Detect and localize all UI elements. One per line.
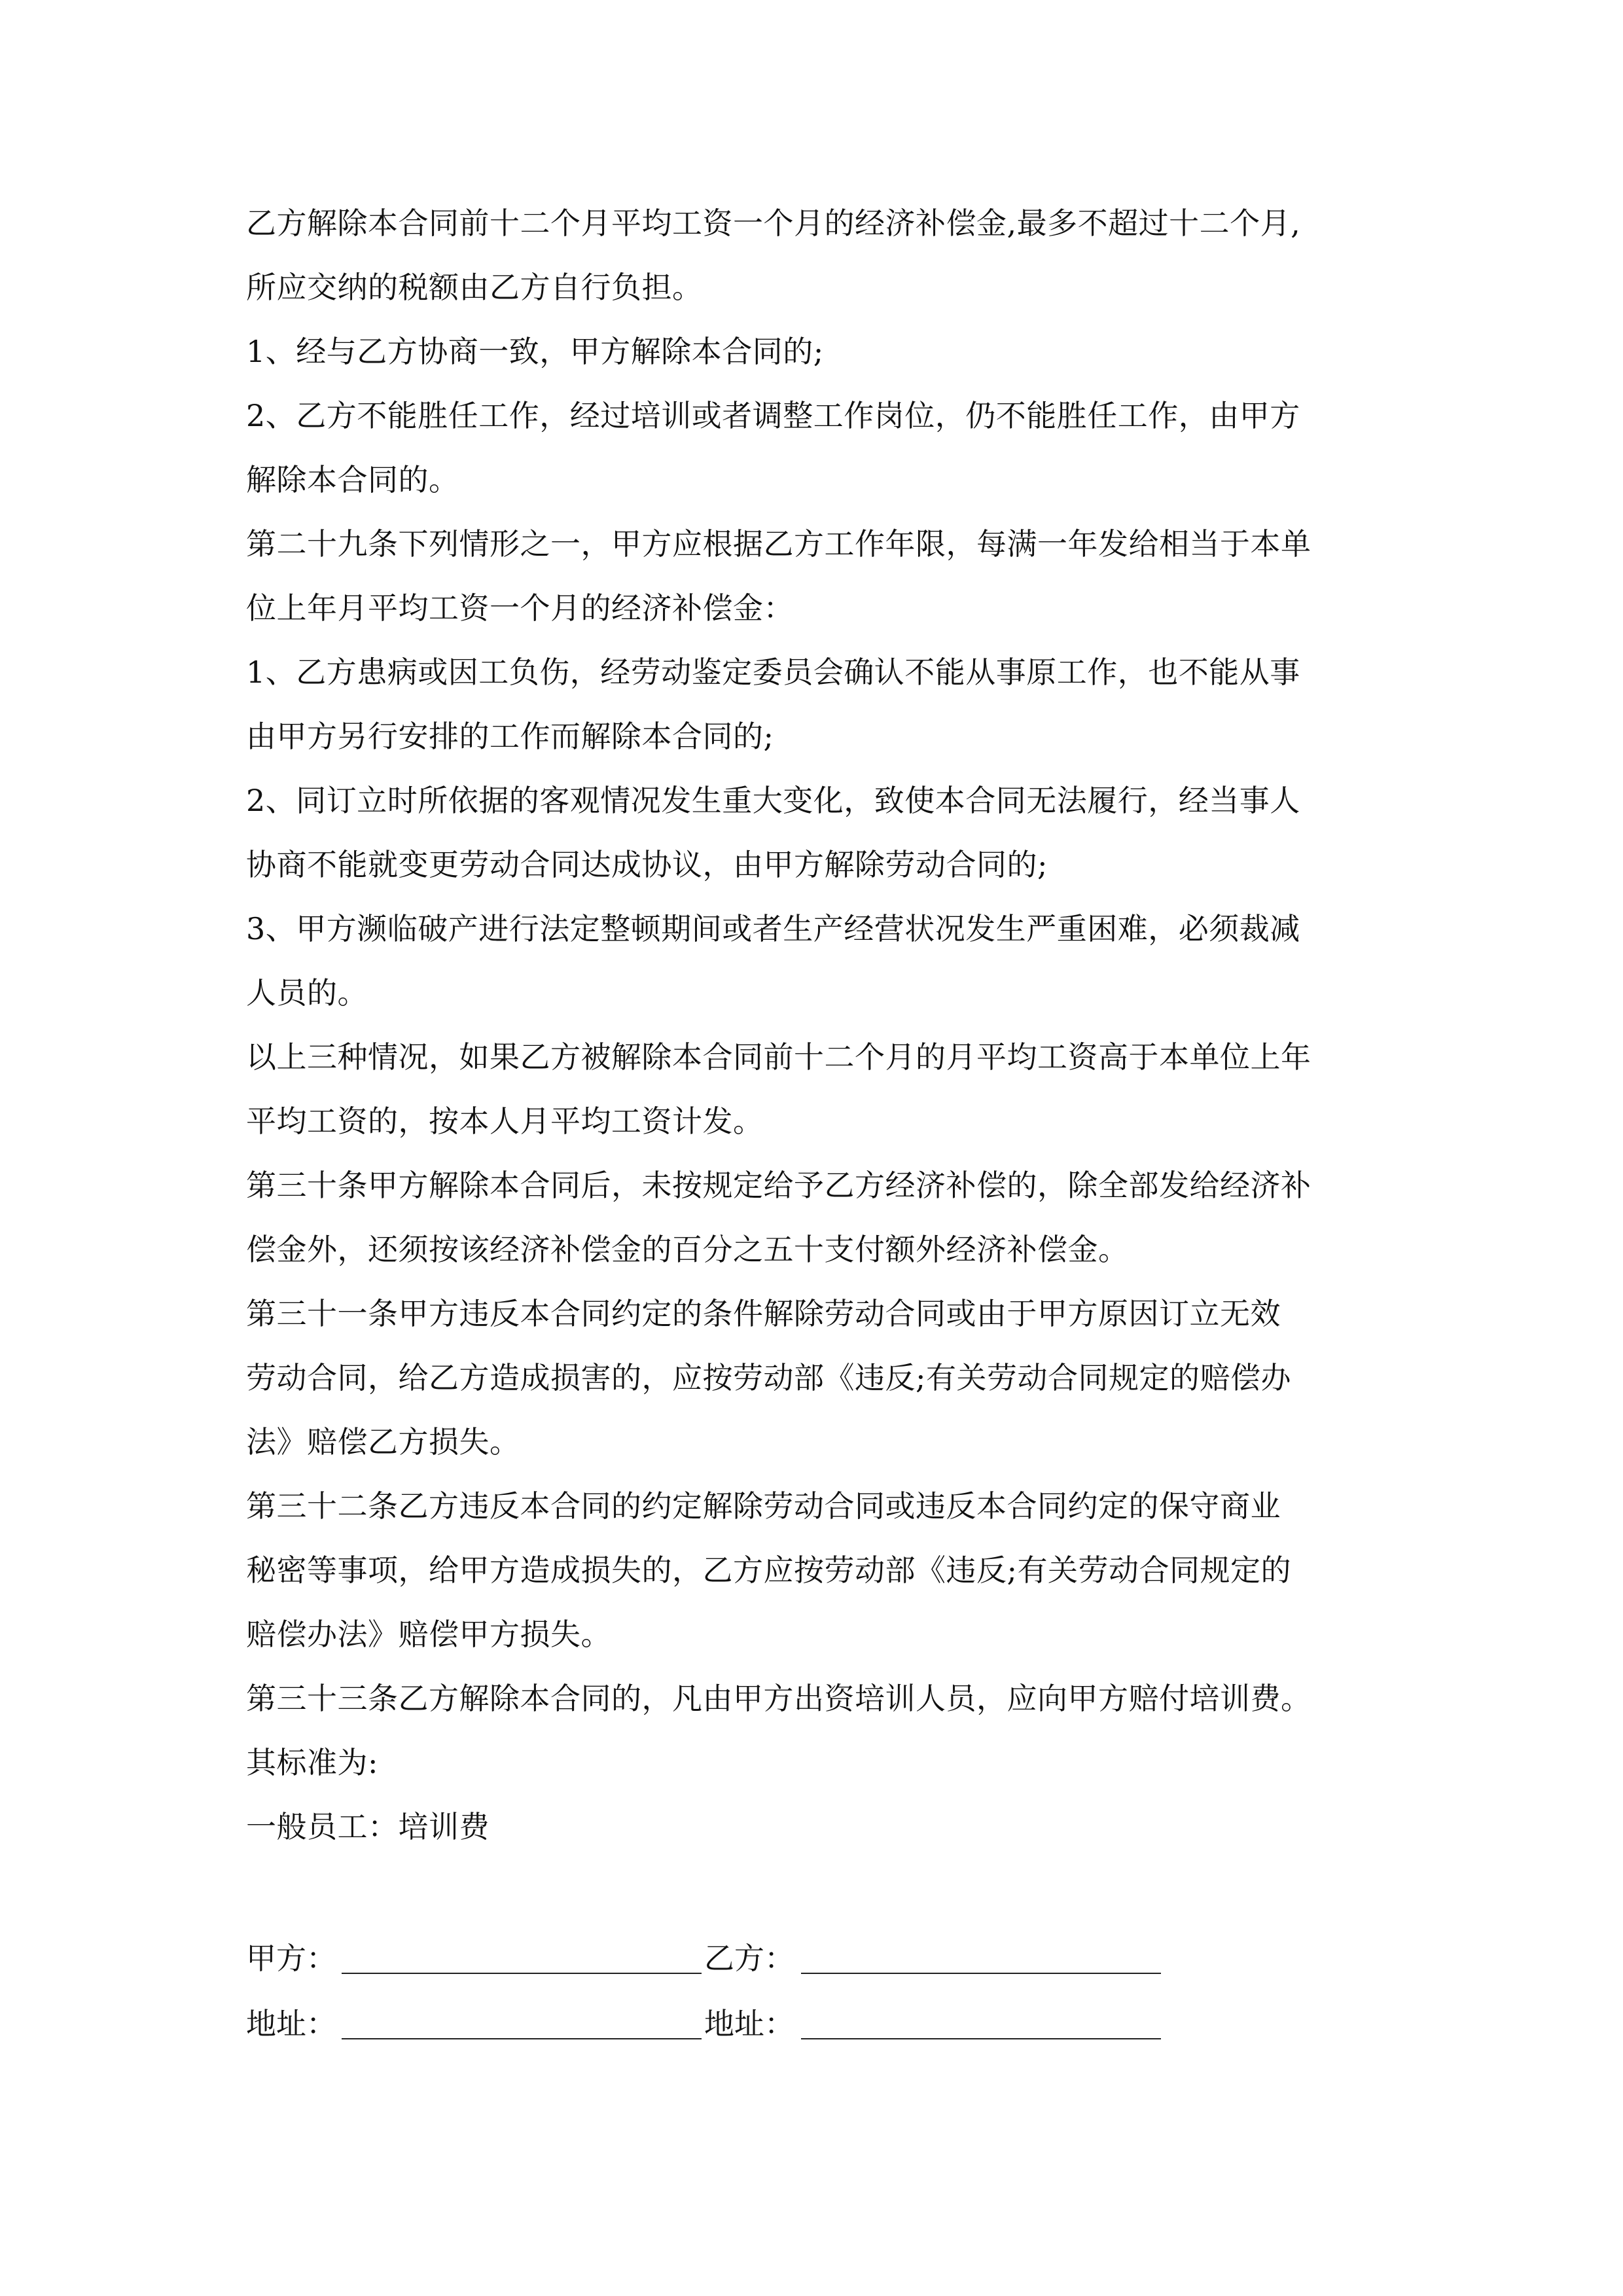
text-line: 法》赔偿乙方损失。: [246, 1424, 520, 1460]
text-line: 第三十一条甲方违反本合同约定的条件解除劳动合同或由于甲方原因订立无效: [246, 1296, 1281, 1331]
text-line: 1、乙方患病或因工负伤，经劳动鉴定委员会确认不能从事原工作，也不能从事: [246, 655, 1300, 690]
text-line: 解除本合同的。: [246, 462, 459, 497]
party-row: [246, 1926, 1424, 1991]
text-line: 以上三种情况，如果乙方被解除本合同前十二个月的月平均工资高于本单位上年: [246, 1039, 1311, 1075]
text-line: 2、乙方不能胜任工作，经过培训或者调整工作岗位，仍不能胜任工作，由甲方: [246, 398, 1300, 433]
party-b-signature-line: [801, 1973, 1161, 1974]
contract-body: [246, 191, 1424, 1859]
text-line: 第三十条甲方解除本合同后，未按规定给予乙方经济补偿的，除全部发给经济补: [246, 1168, 1311, 1203]
text-line: 平均工资的，按本人月平均工资计发。: [246, 1103, 764, 1139]
text-line: 第三十二条乙方违反本合同的约定解除劳动合同或违反本合同约定的保守商业: [246, 1488, 1281, 1524]
text-line: 所应交纳的税额由乙方自行负担。: [246, 270, 703, 305]
address-row: [246, 1991, 1424, 2056]
text-line: 一般员工：培训费: [246, 1809, 490, 1844]
text-line: 赔偿办法》赔偿甲方损失。: [246, 1617, 611, 1652]
address-a-label: 地址：: [246, 2006, 336, 2041]
text-line: 其标准为:: [246, 1745, 378, 1780]
text-line: 1、经与乙方协商一致，甲方解除本合同的;: [246, 334, 824, 369]
text-line: 人员的。: [246, 975, 368, 1011]
text-line: 由甲方另行安排的工作而解除本合同的;: [246, 719, 774, 754]
text-line: 第三十三条乙方解除本合同的，凡由甲方出资培训人员，应向甲方赔付培训费。: [246, 1681, 1311, 1716]
text-line: 偿金外，还须按该经济补偿金的百分之五十支付额外经济补偿金。: [246, 1232, 1129, 1267]
text-line: 劳动合同，给乙方造成损害的，应按劳动部《违反;有关劳动合同规定的赔偿办: [246, 1360, 1291, 1395]
text-line: 第二十九条下列情形之一，甲方应根据乙方工作年限，每满一年发给相当于本单: [246, 526, 1311, 562]
party-a-signature-line: [342, 1973, 702, 1974]
address-b-line: [801, 2038, 1161, 2039]
text-line: 2、同订立时所依据的客观情况发生重大变化，致使本合同无法履行，经当事人: [246, 783, 1300, 818]
text-line: 3、甲方濒临破产进行法定整顿期间或者生产经营状况发生严重困难，必须裁减: [246, 911, 1300, 946]
text-line: 乙方解除本合同前十二个月平均工资一个月的经济补偿金,最多不超过十二个月,: [246, 206, 1301, 241]
text-line: 协商不能就变更劳动合同达成协议，由甲方解除劳动合同的;: [246, 847, 1048, 882]
party-a-label: 甲方：: [246, 1941, 336, 1976]
address-a-line: [342, 2038, 702, 2039]
text-line: 秘密等事项，给甲方造成损失的，乙方应按劳动部《违反;有关劳动合同规定的: [246, 1552, 1291, 1588]
party-b-label: 乙方：: [704, 1941, 794, 1976]
address-b-label: 地址：: [704, 2006, 794, 2041]
signature-block: [246, 1926, 1424, 2056]
text-line: 位上年月平均工资一个月的经济补偿金：: [246, 590, 794, 626]
